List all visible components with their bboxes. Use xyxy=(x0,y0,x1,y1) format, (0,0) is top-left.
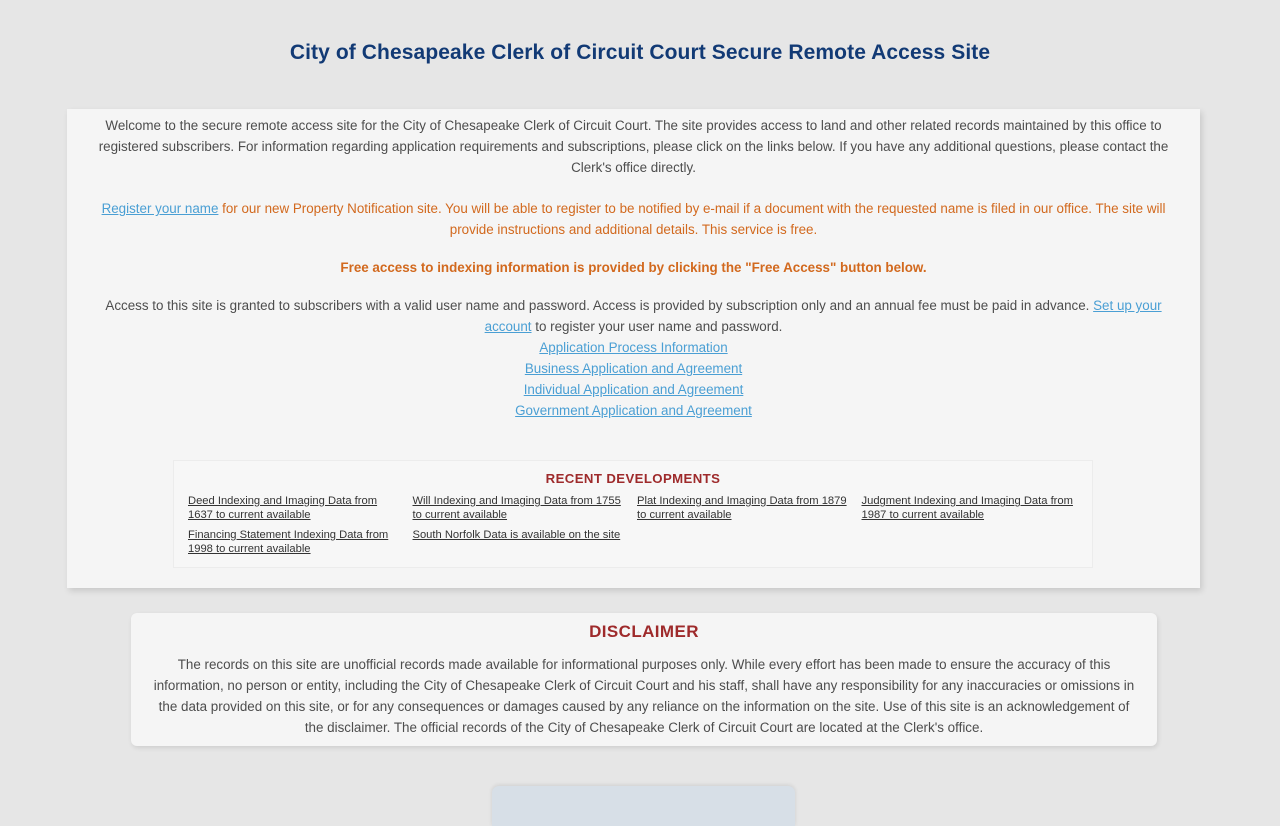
plat-indexing-link[interactable]: Plat Indexing and Imaging Data from 1879 to current available xyxy=(637,495,847,521)
subscription-text-before: Access to this site is granted to subscribers with a valid user name and password. Access is provided by subscription only and an annual fee must be paid in advance. xyxy=(105,298,1094,313)
welcome-paragraph: Welcome to the secure remote access site for the City of Chesapeake Clerk of Circuit Court. The site provides access to land and other related records maintained by this office to registered subscribers. For information regarding application requirements and subscriptions, please click on the links below. If you have any additional questions, please contact the Clerk's office directly. xyxy=(98,118,1169,175)
subscription-text-after: to register your user name and password. xyxy=(531,319,783,334)
free-access-button-panel[interactable] xyxy=(492,786,795,826)
disclaimer-text: The records on this site are unofficial records made available for informational purposes only. While every effort has been made to ensure the accuracy of this information, no person or entity, including the City of Chesapeake Clerk of Circuit Court and his staff, shall have any responsibility for any inaccuracies or omissions in the data provided on this site, or for any consequences or damages caused by any reliance on the information on the site. Use of this site is an acknowledgement of the disclaimer. The official records of the City of Chesapeake Clerk of Circuit Court are located at the Clerk's office. xyxy=(153,657,1135,735)
recent-developments-heading: RECENT DEVELOPMENTS xyxy=(545,471,721,486)
recent-developments-grid xyxy=(188,494,1078,556)
business-application-link[interactable]: Business Application and Agreement xyxy=(524,361,743,376)
free-access-notice: Free access to indexing information is provided by clicking the "Free Access" button below. xyxy=(340,260,927,275)
individual-application-link[interactable]: Individual Application and Agreement xyxy=(523,382,744,397)
south-norfolk-data-link[interactable]: South Norfolk Data is available on the site xyxy=(412,529,621,541)
property-notification-paragraph xyxy=(67,198,1200,240)
recent-developments-panel xyxy=(173,460,1093,568)
government-application-link[interactable]: Government Application and Agreement xyxy=(515,403,752,418)
page-title: City of Chesapeake Clerk of Circuit Court Secure Remote Access Site xyxy=(289,41,991,64)
application-links-list xyxy=(67,337,1200,421)
set-up-your-account-link[interactable]: Set up your account xyxy=(484,298,1162,334)
disclaimer-card xyxy=(131,613,1157,746)
application-process-information-link[interactable]: Application Process Information xyxy=(539,340,728,355)
deed-indexing-link[interactable]: Deed Indexing and Imaging Data from 1637 to current available xyxy=(188,495,378,521)
disclaimer-heading: DISCLAIMER xyxy=(589,622,699,641)
register-your-name-link[interactable]: Register your name xyxy=(101,201,219,216)
will-indexing-link[interactable]: Will Indexing and Imaging Data from 1755 to current available xyxy=(412,495,621,521)
property-notification-text: for our new Property Notification site. You will be able to register to be notified by e-mail if a document with the requested name is filed in our office. The site will provide instructions and additional details. This service is free. xyxy=(218,201,1166,237)
judgment-indexing-link[interactable]: Judgment Indexing and Imaging Data from 1987 to current available xyxy=(861,495,1073,521)
main-content-card xyxy=(67,109,1200,588)
subscription-paragraph xyxy=(67,295,1200,337)
financing-statement-indexing-link[interactable]: Financing Statement Indexing Data from 1998 to current available xyxy=(188,529,389,555)
